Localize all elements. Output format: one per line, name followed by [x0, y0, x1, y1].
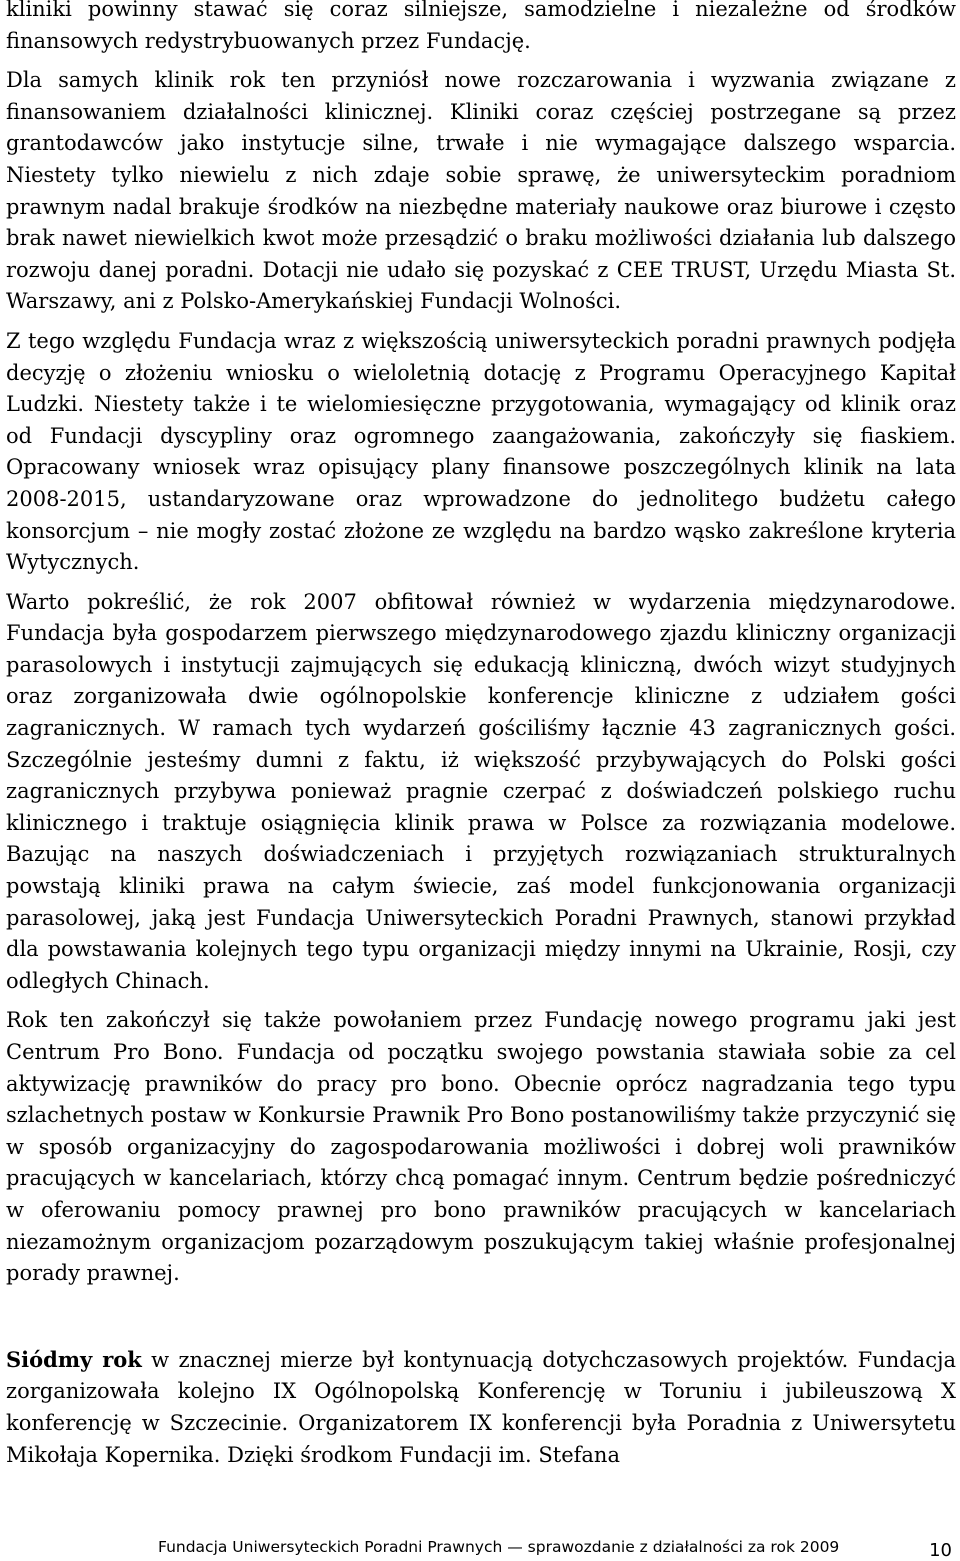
paragraph-4: Warto pokreślić, że rok 2007 obfitował również w wydarzenia międzynarodowe. Fundacja była gospodarzem pierwszego międzynarodowego zjazdu kliniczny organizacji parasolowych i instytucji zajmujących się edukacją kliniczną, dwóch wizyt studyjnych oraz zorganizowała dwie ogólnopolskie konferencje kliniczne z udziałem gości zagranicznych. W ramach tych wydarzeń gościliśmy łącznie 43 zagranicznych gości. Szczególnie jesteśmy dumni z faktu, iż większość przybywających do Polski gości zagranicznych przybywa ponieważ pragnie czerpać z doświadczeń polskiego ruchu klinicznego i traktuje osiągnięcia klinik prawa w Polsce za rozwiązania modelowe. Bazując na naszych doświadczeniach i przyjętych rozwiązaniach strukturalnych powstają kliniki prawa na całym świecie, zaś model funkcjonowania organizacji parasolowej, jaką jest Fundacja Uniwersyteckich Poradni Prawnych, stanowi przykład dla powstawania kolejnych tego typu organizacji między innymi na Ukrainie, Rosji, czy odległych Chinach.: [6, 589, 956, 993]
footer-text: Fundacja Uniwersyteckich Poradni Prawnych — sprawozdanie z działalności za rok 2009: [158, 1538, 840, 1556]
paragraph-3: Z tego względu Fundacja wraz z większością uniwersyteckich poradni prawnych podjęła decyzję o złożeniu wniosku o wieloletnią dotację z Programu Operacyjnego Kapitał Ludzki. Niestety także i te wielomiesięczne przygotowania, wymagający od klinik oraz od Fundacji dyscypliny oraz ogromnego zaangażowania, zakończyły się fiaskiem. Opracowany wniosek wraz opisujący plany finansowe poszczególnych klinik na lata 2008-2015, ustandaryzowane oraz wprowadzone do jednolitego budżetu całego konsorcjum – nie mogły zostać złożone ze względu na bardzo wąsko zakreślone kryteria Wytycznych.: [6, 328, 956, 575]
page-number: 10: [929, 1540, 952, 1561]
paragraph-5: Rok ten zakończył się także powołaniem przez Fundację nowego programu jaki jest Centrum Pro Bono. Fundacja od początku swojego powstania stawiała sobie za cel aktywizację prawników do pracy pro bono. Obecnie oprócz nagradzania tego typu szlachetnych postaw w Konkursie Prawnik Pro Bono postanowiliśmy także przyczynić się w sposób organizacyjny do zagospodarowania możliwości i dobrej woli prawników pracujących w kancelariach, którzy chcą pomagać innym. Centrum będzie pośredniczyć w oferowaniu pomocy prawnej pro bono prawników pracujących w kancelariach niezamożnym organizacjom pozarządowym poszukującym takiej właśnie profesjonalnej porady prawnej.: [6, 1008, 956, 1286]
paragraph-6: [6, 1344, 956, 1471]
page-footer: [0, 1536, 960, 1561]
paragraph-1: kliniki powinny stawać się coraz silniejsze, samodzielne i niezależne od środków finansowych redystrybuowanych przez Fundację.: [6, 0, 956, 53]
document-body: [6, 0, 956, 1471]
paragraph-6-text: w znacznej mierze był kontynuacją dotychczasowych projektów. Fundacja zorganizowała kolejno IX Ogólnopolską Konferencję w Toruniu i jubileuszową X konferencję w Szczecinie. Organizatorem IX konferencji była Poradnia z Uniwersytetu Mikołaja Kopernika. Dzięki środkom Fundacji im. Stefana: [6, 1347, 956, 1467]
paragraph-6-lead: Siódmy rok: [6, 1346, 142, 1372]
paragraph-2: Dla samych klinik rok ten przyniósł nowe rozczarowania i wyzwania związane z finansowaniem działalności klinicznej. Kliniki coraz częściej postrzegane są przez grantodawców jako instytucje silne, trwałe i nie wymagające dalszego wsparcia. Niestety tylko niewielu z nich zdaje sobie sprawę, że uniwersyteckim poradniom prawnym nadal brakuje środków na niezbędne materiały naukowe oraz biurowe i często brak nawet niewielkich kwot może przesądzić o braku możliwości działania lub dalszego rozwoju danej poradni. Dotacji nie udało się pozyskać z CEE TRUST, Urzędu Miasta St. Warszawy, ani z Polsko-Amerykańskiej Fundacji Wolności.: [6, 68, 956, 314]
